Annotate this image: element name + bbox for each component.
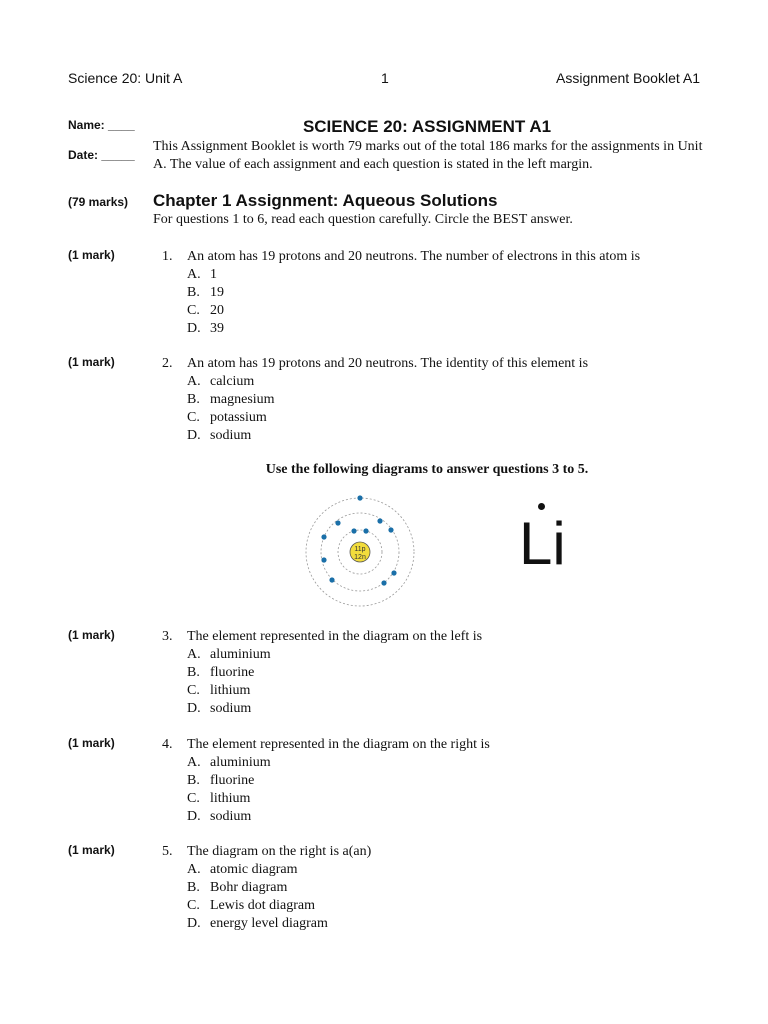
answer-option[interactable]: A. atomic diagram xyxy=(187,862,298,877)
electron xyxy=(363,528,368,533)
question-number: 5. xyxy=(162,844,173,859)
electron xyxy=(388,527,393,532)
question-2-marks: (1 mark) xyxy=(68,355,115,369)
question-stem: The element represented in the diagram on the right is xyxy=(187,737,490,752)
neutron-count: 12n xyxy=(354,554,366,561)
electron xyxy=(335,520,340,525)
question-number: 2. xyxy=(162,356,173,371)
electron xyxy=(321,557,326,562)
question-1-marks: (1 mark) xyxy=(68,248,115,262)
electron xyxy=(321,534,326,539)
question-stem: The element represented in the diagram on the left is xyxy=(187,629,483,644)
name-field-label: Name: ____ xyxy=(68,118,135,132)
answer-option[interactable]: D. energy level diagram xyxy=(187,916,328,931)
question-number: 1. xyxy=(162,249,173,264)
answer-option[interactable]: B. 19 xyxy=(187,285,224,300)
answer-option[interactable]: A. calcium xyxy=(187,374,255,389)
electron xyxy=(391,570,396,575)
answer-option[interactable]: D. sodium xyxy=(187,428,252,443)
question-4-marks: (1 mark) xyxy=(68,736,115,750)
answer-option[interactable]: B. fluorine xyxy=(187,665,255,680)
chapter-marks: (79 marks) xyxy=(68,195,129,209)
assignment-intro: This Assignment Booklet is worth 79 marks out of the total 186 marks for the assignments in Unit A. The value of each assignment and each question is stated in the left margin. xyxy=(153,139,703,172)
question-stem: An atom has 19 protons and 20 neutrons. The identity of this element is xyxy=(187,356,589,371)
diagrams-caption: Use the following diagrams to answer questions 3 to 5. xyxy=(265,462,589,477)
electron xyxy=(329,577,334,582)
answer-option[interactable]: D. 39 xyxy=(187,321,224,336)
question-3-marks: (1 mark) xyxy=(68,628,115,642)
assignment-title: SCIENCE 20: ASSIGNMENT A1 xyxy=(302,117,552,136)
answer-option[interactable]: C. lithium xyxy=(187,791,251,806)
electron xyxy=(377,518,382,523)
date-field-label: Date: _____ xyxy=(68,148,135,162)
answer-option[interactable]: A. aluminium xyxy=(187,755,271,770)
answer-option[interactable]: D. sodium xyxy=(187,809,252,824)
answer-option[interactable]: C. Lewis dot diagram xyxy=(187,898,315,913)
chapter-title: Chapter 1 Assignment: Aqueous Solutions xyxy=(153,191,498,210)
question-stem: The diagram on the right is a(an) xyxy=(187,844,372,859)
answer-option[interactable]: C. 20 xyxy=(187,303,224,318)
chapter-instructions: For questions 1 to 6, read each question carefully. Circle the BEST answer. xyxy=(153,212,573,227)
answer-option[interactable]: C. lithium xyxy=(187,683,251,698)
answer-option[interactable]: B. fluorine xyxy=(187,773,255,788)
question-5-marks: (1 mark) xyxy=(68,843,115,857)
question-number: 3. xyxy=(162,629,173,644)
bohr-diagram xyxy=(300,490,420,615)
answer-option[interactable]: B. magnesium xyxy=(187,392,275,407)
question-number: 4. xyxy=(162,737,173,752)
answer-option[interactable]: A. aluminium xyxy=(187,647,271,662)
question-1 xyxy=(162,248,702,338)
valence-electron-dot xyxy=(538,503,545,510)
question-stem: An atom has 19 protons and 20 neutrons. The number of electrons in this atom is xyxy=(187,249,641,264)
electrons xyxy=(321,495,396,585)
question-5 xyxy=(162,843,702,933)
answer-option[interactable]: B. Bohr diagram xyxy=(187,880,288,895)
question-4 xyxy=(162,736,702,826)
header-unit: Science 20: Unit A xyxy=(68,70,183,86)
lewis-symbol: Li xyxy=(519,510,566,577)
question-2 xyxy=(162,355,702,445)
header-booklet: Assignment Booklet A1 xyxy=(556,70,700,86)
answer-option[interactable]: A. 1 xyxy=(187,267,217,282)
answer-option[interactable]: D. sodium xyxy=(187,701,252,716)
electron xyxy=(351,528,356,533)
header-page-number: 1 xyxy=(381,70,389,86)
answer-option[interactable]: C. potassium xyxy=(187,410,267,425)
electron xyxy=(381,580,386,585)
proton-count: 11p xyxy=(354,546,366,553)
question-3 xyxy=(162,628,702,718)
electron xyxy=(357,495,362,500)
